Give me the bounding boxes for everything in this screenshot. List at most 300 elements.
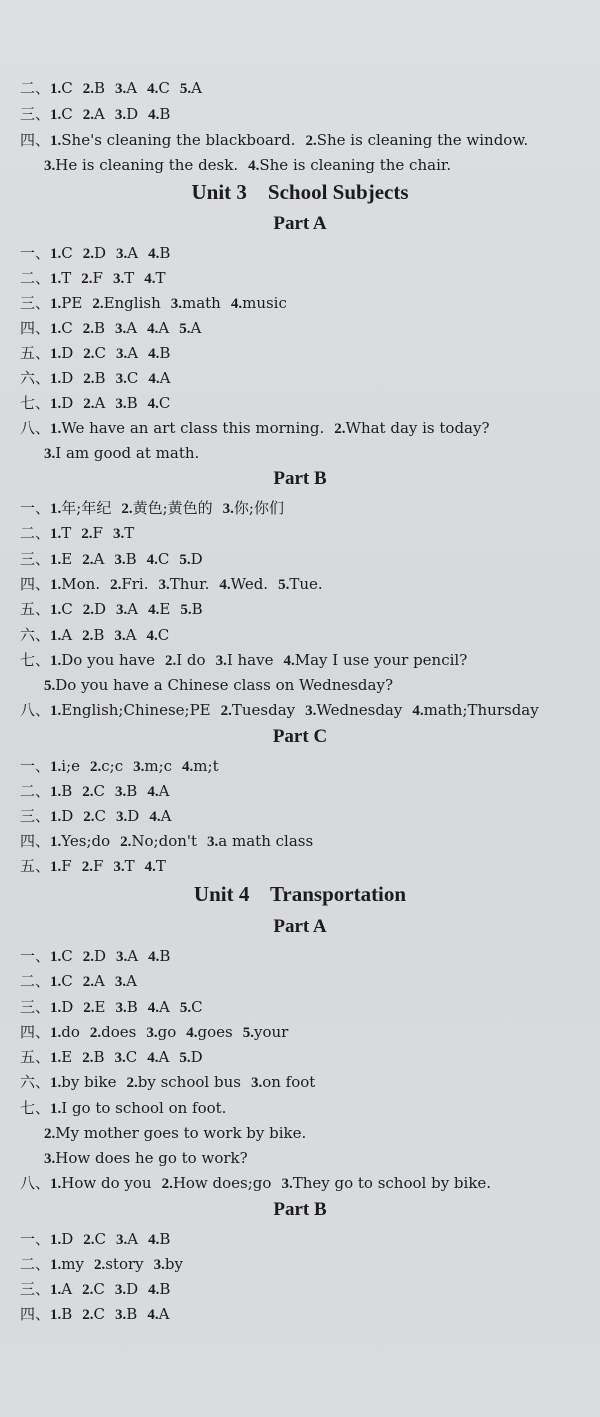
answer-line	[20, 1279, 170, 1300]
item-answer: A	[160, 807, 172, 825]
item-number: 3.	[112, 526, 125, 542]
item-number: 4.	[146, 552, 158, 568]
item-number: 2.	[220, 703, 232, 719]
item-answer: by	[164, 1255, 183, 1273]
item-answer: goes	[197, 1023, 233, 1041]
item-answer: B	[94, 369, 106, 387]
item-answer: B	[159, 1280, 171, 1298]
item-number: 2.	[83, 396, 95, 412]
item-number: 3.	[170, 296, 182, 312]
item-answer: Mon.	[61, 575, 101, 593]
item-number: 3.	[116, 346, 128, 362]
item-answer: F	[61, 857, 72, 875]
item-answer: A	[159, 369, 171, 387]
item-number: 4.	[147, 321, 159, 337]
item-answer: I do	[176, 651, 206, 669]
item-number: 1.	[50, 81, 62, 97]
item-number: 2.	[82, 1282, 94, 1298]
item-answer: A	[191, 79, 202, 97]
answer-line	[20, 856, 166, 877]
item-number: 4.	[148, 1282, 160, 1298]
item-number: 2.	[82, 552, 94, 568]
item-number: 2.	[83, 809, 95, 825]
item-answer: T	[155, 857, 166, 875]
item-answer: 黄色;黄色的	[132, 499, 213, 517]
unit3-part-c-heading: Part C	[272, 726, 328, 747]
item-number: 4.	[148, 602, 160, 618]
item-number: 3.	[114, 107, 127, 123]
item-answer: C	[61, 972, 73, 990]
item-answer: a math class	[218, 832, 314, 850]
item-number: 4.	[147, 396, 159, 412]
item-number: 3.	[115, 784, 127, 800]
item-number: 1.	[50, 396, 62, 412]
item-number: 1.	[50, 296, 62, 312]
item-number: 2.	[82, 321, 94, 337]
item-number: 3.	[115, 81, 127, 97]
item-number: 3.	[207, 834, 219, 850]
section-prefix: 五、	[20, 344, 51, 362]
item-number: 2.	[126, 1075, 138, 1091]
item-number: 5.	[179, 552, 191, 568]
item-number: 4.	[248, 158, 260, 174]
item-number: 1.	[50, 653, 62, 669]
item-answer: C	[61, 319, 73, 337]
item-number: 3.	[112, 271, 125, 287]
answer-line	[20, 1229, 170, 1250]
item-number: 3.	[158, 577, 170, 593]
item-answer: F	[92, 524, 103, 542]
item-number: 2.	[44, 1126, 56, 1142]
item-answer: C	[61, 600, 73, 618]
item-answer: D	[61, 344, 74, 362]
answer-line	[44, 443, 199, 464]
item-answer: A	[158, 782, 170, 800]
item-answer: A	[61, 626, 73, 644]
section-prefix: 五、	[20, 1048, 51, 1066]
item-answer: A	[126, 972, 137, 990]
item-answer: A	[93, 550, 105, 568]
item-answer: by bike	[61, 1073, 117, 1091]
item-answer: C	[126, 369, 139, 387]
item-number: 2.	[82, 1050, 94, 1066]
item-number: 3.	[114, 628, 126, 644]
section-prefix: 三、	[20, 807, 51, 825]
item-answer: D	[61, 369, 74, 387]
item-number: 3.	[116, 1232, 128, 1248]
unit4-title: Unit 4 Transportation	[193, 882, 407, 906]
item-number: 1.	[50, 133, 62, 149]
answer-line	[20, 971, 137, 992]
item-answer: your	[253, 1023, 289, 1041]
item-number: 2.	[82, 628, 94, 644]
section-prefix: 二、	[20, 269, 51, 287]
item-answer: B	[94, 319, 106, 337]
item-number: 4.	[412, 703, 424, 719]
section-prefix: 四、	[20, 832, 51, 850]
section-prefix: 六、	[20, 1073, 51, 1091]
item-answer: C	[158, 79, 170, 97]
item-number: 1.	[50, 577, 62, 593]
item-number: 1.	[50, 859, 62, 875]
item-answer: A	[126, 319, 138, 337]
item-answer: PE	[61, 294, 83, 312]
item-number: 4.	[149, 809, 161, 825]
item-number: 2.	[81, 271, 93, 287]
item-answer: T	[155, 269, 166, 287]
item-number: 2.	[83, 346, 95, 362]
item-number: 1.	[50, 628, 62, 644]
item-answer: math	[181, 294, 221, 312]
item-number: 4.	[186, 1025, 198, 1041]
item-number: 2.	[164, 653, 177, 669]
section-prefix: 一、	[20, 757, 51, 775]
item-answer: How do you	[61, 1174, 152, 1192]
answer-line	[20, 650, 467, 671]
item-number: 5.	[180, 602, 192, 618]
item-answer: Do you have	[61, 651, 155, 669]
item-number: 2.	[93, 1257, 106, 1273]
item-number: 4.	[147, 81, 159, 97]
section-prefix: 二、	[20, 782, 51, 800]
answer-line	[20, 1072, 315, 1093]
item-number: 2.	[82, 602, 94, 618]
item-number: 1.	[50, 1307, 62, 1323]
item-answer: D	[190, 1048, 203, 1066]
item-number: 2.	[82, 949, 94, 965]
item-answer: D	[126, 105, 139, 123]
item-number: 4.	[147, 1000, 160, 1016]
answer-line	[20, 1254, 183, 1275]
item-number: 3.	[114, 1050, 126, 1066]
section-prefix: 二、	[20, 972, 51, 990]
item-number: 4.	[230, 296, 243, 312]
answer-line	[44, 675, 393, 696]
section-prefix: 六、	[20, 369, 51, 387]
item-answer: A	[125, 626, 137, 644]
item-answer: T	[124, 857, 135, 875]
item-number: 5.	[179, 1000, 192, 1016]
answer-line	[44, 1123, 306, 1144]
item-number: 4.	[148, 107, 160, 123]
item-answer: D	[94, 244, 107, 262]
item-number: 3.	[116, 246, 128, 262]
item-answer: She is cleaning the window.	[316, 131, 529, 149]
item-number: 2.	[82, 1307, 94, 1323]
answer-line	[20, 368, 170, 389]
section-prefix: 三、	[20, 550, 51, 568]
item-answer: C	[157, 626, 170, 644]
answer-line	[20, 756, 219, 777]
item-answer: D	[126, 1280, 139, 1298]
item-number: 3.	[146, 1025, 158, 1041]
item-answer: Do you have a Chinese class on Wednesday?	[55, 676, 393, 694]
answer-line	[20, 700, 539, 721]
answer-line	[20, 393, 170, 414]
answer-line	[20, 268, 165, 289]
item-answer: A	[127, 600, 139, 618]
item-number: 2.	[82, 246, 94, 262]
item-answer: Wed.	[230, 575, 269, 593]
answer-line	[20, 1022, 288, 1043]
item-number: 5.	[278, 577, 290, 593]
answer-line	[20, 781, 169, 802]
item-answer: D	[94, 600, 107, 618]
item-number: 3.	[153, 1257, 165, 1273]
item-number: 2.	[81, 859, 93, 875]
item-number: 1.	[50, 834, 62, 850]
item-answer: C	[94, 1230, 107, 1248]
item-answer: B	[93, 626, 105, 644]
item-answer: C	[191, 998, 203, 1016]
item-number: 4.	[148, 1232, 160, 1248]
item-number: 3.	[116, 949, 128, 965]
unit3-part-b-heading: Part B	[273, 468, 327, 489]
item-number: 2.	[83, 371, 95, 387]
item-number: 1.	[50, 526, 62, 542]
item-answer: A	[158, 1305, 170, 1323]
item-answer: D	[94, 947, 107, 965]
item-number: 2.	[334, 421, 346, 437]
item-number: 1.	[50, 784, 62, 800]
item-answer: do	[61, 1023, 80, 1041]
item-number: 2.	[110, 577, 122, 593]
item-number: 4.	[148, 371, 160, 387]
item-answer: Wednesday	[316, 701, 403, 719]
item-answer: 年;年纪	[61, 499, 112, 517]
item-number: 3.	[113, 859, 125, 875]
item-answer: D	[190, 550, 203, 568]
item-number: 1.	[50, 1101, 62, 1117]
item-answer: B	[159, 1230, 171, 1248]
answer-line	[20, 1173, 491, 1194]
item-answer: C	[94, 344, 107, 362]
item-number: 4.	[144, 271, 156, 287]
item-number: 5.	[44, 678, 56, 694]
item-number: 3.	[115, 371, 127, 387]
item-number: 1.	[50, 1075, 62, 1091]
unit3-title: Unit 3 School Subjects	[191, 180, 409, 204]
item-answer: A	[127, 1230, 139, 1248]
section-prefix: 一、	[20, 947, 51, 965]
section-prefix: 三、	[20, 294, 51, 312]
item-answer: B	[125, 550, 137, 568]
item-answer: Tuesday	[231, 701, 296, 719]
item-number: 4.	[147, 1307, 159, 1323]
item-number: 1.	[50, 809, 62, 825]
item-answer: A	[94, 394, 106, 412]
item-number: 1.	[50, 501, 62, 517]
item-number: 1.	[50, 703, 62, 719]
item-answer: English	[103, 294, 161, 312]
item-number: 1.	[50, 949, 62, 965]
item-number: 1.	[50, 1000, 62, 1016]
item-answer: A	[94, 105, 105, 123]
item-answer: I go to school on foot.	[61, 1099, 227, 1117]
answer-line	[20, 574, 323, 595]
item-answer: B	[94, 79, 106, 97]
item-answer: C	[94, 807, 107, 825]
item-number: 3.	[114, 552, 126, 568]
item-answer: C	[93, 782, 106, 800]
item-answer: D	[61, 394, 74, 412]
section-prefix: 四、	[20, 575, 51, 593]
item-number: 1.	[50, 1257, 62, 1273]
unit4-part-b-heading: Part B	[273, 1199, 327, 1220]
item-number: 3.	[44, 158, 56, 174]
answer-line	[20, 318, 201, 339]
item-number: 2.	[82, 784, 94, 800]
item-number: 1.	[50, 1025, 62, 1041]
item-number: 4.	[147, 1050, 159, 1066]
item-answer: B	[126, 394, 138, 412]
item-answer: go	[157, 1023, 177, 1041]
item-answer: m;c	[144, 757, 173, 775]
item-answer: C	[61, 244, 73, 262]
section-prefix: 一、	[20, 244, 51, 262]
item-answer: We have an art class this morning.	[61, 419, 325, 437]
item-answer: T	[124, 269, 135, 287]
item-number: 3.	[215, 653, 227, 669]
item-number: 1.	[50, 1232, 62, 1248]
item-answer: C	[125, 1048, 138, 1066]
item-number: 3.	[115, 1307, 127, 1323]
item-answer: T	[61, 269, 72, 287]
item-number: 3.	[116, 809, 128, 825]
section-prefix: 七、	[20, 1099, 51, 1117]
item-number: 1.	[50, 759, 62, 775]
item-answer: D	[61, 1230, 74, 1248]
answer-line	[20, 498, 284, 519]
item-answer: T	[61, 524, 72, 542]
item-answer: She's cleaning the blackboard.	[61, 131, 296, 149]
item-answer: No;don't	[131, 832, 198, 850]
item-number: 4.	[147, 784, 159, 800]
section-prefix: 一、	[20, 1230, 51, 1248]
item-number: 2.	[82, 107, 94, 123]
answer-line	[20, 625, 169, 646]
item-answer: How does;go	[172, 1174, 272, 1192]
item-number: 1.	[50, 552, 62, 568]
section-prefix: 一、	[20, 499, 51, 517]
section-prefix: 八、	[20, 1174, 51, 1192]
section-prefix: 七、	[20, 394, 51, 412]
item-number: 2.	[83, 1000, 95, 1016]
item-answer: E	[61, 1048, 73, 1066]
item-answer: D	[61, 998, 74, 1016]
section-prefix: 二、	[20, 1255, 51, 1273]
item-number: 4.	[219, 577, 231, 593]
item-number: 2.	[121, 501, 133, 517]
item-answer: They go to school by bike.	[292, 1174, 492, 1192]
item-answer: C	[93, 1280, 105, 1298]
section-prefix: 五、	[20, 600, 51, 618]
item-answer: E	[94, 998, 106, 1016]
answer-line	[20, 831, 313, 852]
item-number: 1.	[50, 371, 62, 387]
item-answer: on foot	[262, 1073, 316, 1091]
answer-line	[44, 1148, 248, 1169]
item-answer: B	[126, 1305, 138, 1323]
answer-line	[20, 997, 203, 1018]
item-number: 2.	[92, 296, 104, 312]
item-number: 2.	[89, 1025, 102, 1041]
item-answer: I am good at math.	[55, 444, 200, 462]
item-number: 3.	[133, 759, 145, 775]
answer-line	[20, 1304, 169, 1325]
item-number: 4.	[146, 628, 158, 644]
item-answer: 你;你们	[233, 499, 284, 517]
item-number: 3.	[250, 1075, 263, 1091]
section-prefix: 二、	[20, 524, 51, 542]
item-answer: A	[127, 947, 139, 965]
answer-line	[20, 806, 171, 827]
item-number: 1.	[50, 1176, 62, 1192]
item-number: 2.	[120, 834, 132, 850]
item-number: 5.	[179, 321, 191, 337]
item-answer: F	[92, 857, 104, 875]
item-answer: Fri.	[121, 575, 149, 593]
item-number: 1.	[50, 1050, 62, 1066]
section-prefix: 七、	[20, 651, 51, 669]
section-prefix: 八、	[20, 419, 51, 437]
item-answer: C	[158, 394, 171, 412]
item-answer: B	[159, 244, 171, 262]
item-number: 3.	[116, 602, 128, 618]
unit4-part-a-heading: Part A	[273, 916, 327, 937]
item-answer: T	[124, 524, 135, 542]
item-number: 3.	[114, 1282, 127, 1298]
item-answer: by school bus	[137, 1073, 241, 1091]
section-prefix: 二、	[20, 79, 51, 97]
item-number: 1.	[50, 974, 62, 990]
item-answer: A	[127, 344, 139, 362]
item-answer: C	[61, 105, 73, 123]
item-answer: my	[61, 1255, 84, 1273]
item-answer: D	[61, 807, 74, 825]
answer-line	[20, 78, 202, 99]
item-answer: story	[105, 1255, 144, 1273]
item-number: 4.	[148, 346, 160, 362]
item-answer: May I use your pencil?	[294, 651, 468, 669]
section-prefix: 八、	[20, 701, 51, 719]
item-number: 4.	[182, 759, 194, 775]
section-prefix: 六、	[20, 626, 51, 644]
item-number: 5.	[179, 1050, 191, 1066]
answer-line	[20, 293, 287, 314]
item-answer: She is cleaning the chair.	[259, 156, 452, 174]
item-answer: math;Thursday	[423, 701, 539, 719]
answer-line	[20, 343, 170, 364]
item-answer: E	[61, 550, 73, 568]
item-number: 2.	[81, 526, 93, 542]
item-answer: He is cleaning the desk.	[55, 156, 239, 174]
item-answer: C	[93, 1305, 106, 1323]
answer-line	[20, 243, 170, 264]
answer-line	[20, 1098, 226, 1119]
item-number: 3.	[281, 1176, 293, 1192]
item-answer: m;t	[193, 757, 219, 775]
item-answer: What day is today?	[345, 419, 490, 437]
item-answer: A	[159, 998, 170, 1016]
answer-line	[44, 155, 451, 176]
item-number: 1.	[50, 346, 62, 362]
item-number: 2.	[90, 759, 102, 775]
item-answer: i;e	[61, 757, 80, 775]
item-answer: c;c	[101, 757, 124, 775]
item-answer: A	[127, 244, 139, 262]
item-number: 1.	[50, 321, 62, 337]
